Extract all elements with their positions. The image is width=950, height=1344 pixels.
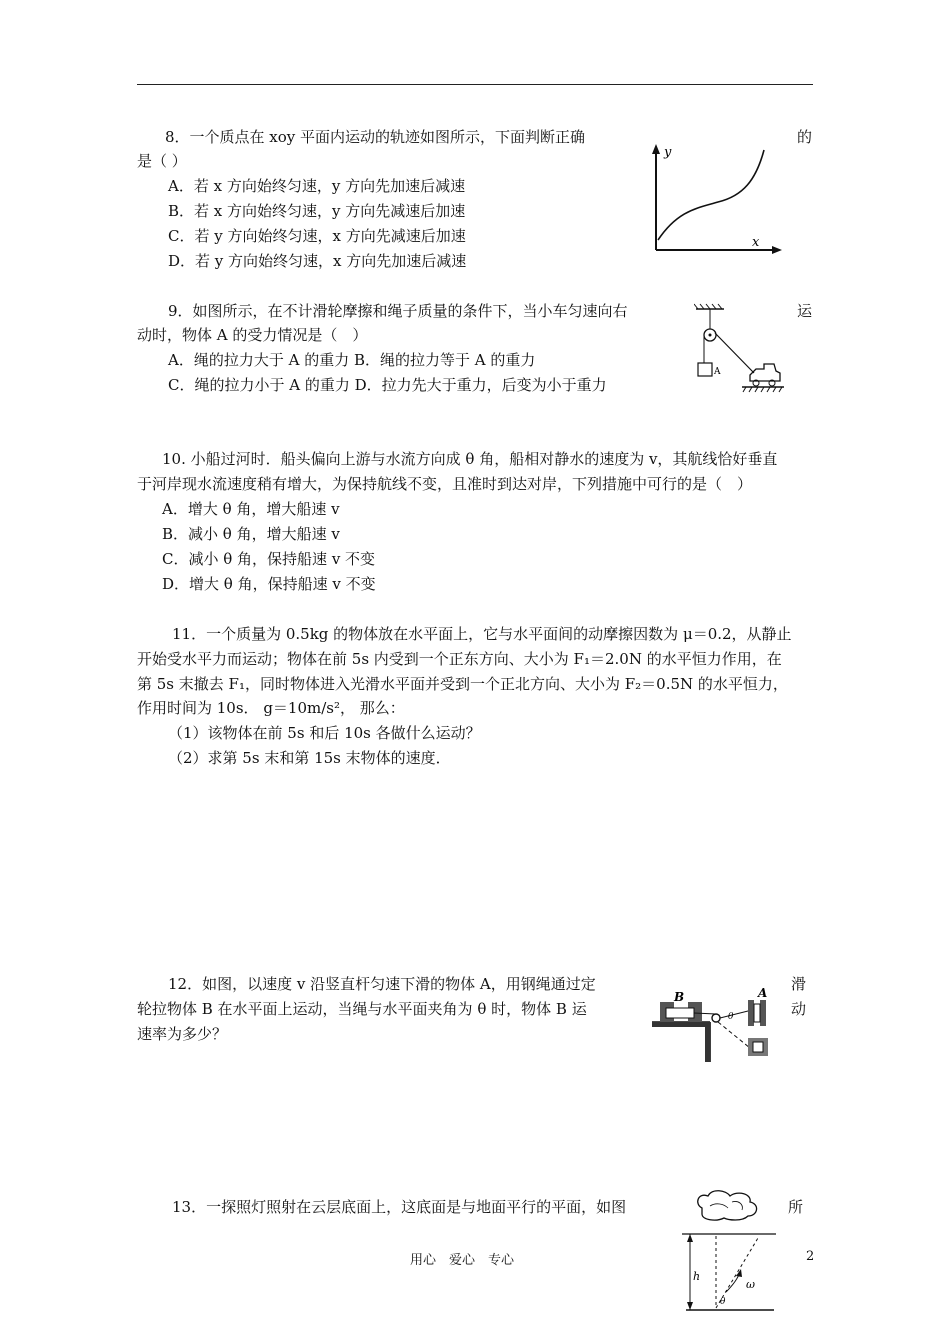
- q11-line1: 11．一个质量为 0.5kg 的物体放在水平面上，它与水平面间的动摩擦因数为 μ＝0.2，从静止: [172, 625, 792, 643]
- q12-line1: 12．如图，以速度 v 沿竖直杆匀速下滑的物体 A，用钢绳通过定: [168, 975, 596, 993]
- q9-fig-a-label: A: [714, 367, 721, 377]
- q11-line3: 第 5s 末撤去 F₁，同时物体进入光滑水平面并受到一个正北方向、大小为 F₂＝0.5N 的水平恒力，: [137, 675, 788, 693]
- q8-stem-tail: 的: [797, 128, 813, 146]
- q13-line1: 13．一探照灯照射在云层底面上，这底面是与地面平行的平面，如图: [172, 1198, 627, 1216]
- q12-line3: 速率为多少？: [137, 1025, 228, 1043]
- q12-fig-theta-label: θ: [728, 1012, 734, 1022]
- q8-stem-line2: 是（ ）: [137, 152, 187, 170]
- q13-fig-theta-label: θ: [720, 1297, 726, 1307]
- q13-fig-h-label: h: [693, 1270, 701, 1283]
- q11-sub1: （1）该物体在前 5s 和后 10s 各做什么运动？: [168, 724, 481, 742]
- q8-option-c: C．若 y 方向始终匀速，x 方向先减速后加速: [168, 227, 466, 245]
- page-footer-motto: 用心 爱心 专心: [410, 1253, 515, 1268]
- q9-options-row1: A．绳的拉力大于 A 的重力 B．绳的拉力等于 A 的重力: [168, 351, 536, 369]
- q8-fig-x-label: x: [752, 235, 760, 250]
- q10-option-c: C．减小 θ 角，保持船速 v 不变: [162, 550, 376, 568]
- q11-line4: 作用时间为 10s． g＝10m/s²， 那么：: [137, 699, 405, 717]
- q9-stem-line1: 9．如图所示，在不计滑轮摩擦和绳子质量的条件下，当小车匀速向右: [168, 302, 628, 320]
- q10-option-b: B．减小 θ 角，增大船速 v: [162, 525, 340, 543]
- q10-option-a: A．增大 θ 角，增大船速 v: [162, 500, 340, 518]
- header-rule: [137, 84, 813, 85]
- q8-trajectory-figure: [648, 140, 786, 260]
- q12-line2: 轮拉物体 B 在水平面上运动，当绳与水平面夹角为 θ 时，物体 B 运: [137, 1000, 587, 1018]
- q9-options-row2: C．绳的拉力小于 A 的重力 D．拉力先大于重力，后变为小于重力: [168, 376, 607, 394]
- q12-pulley-figure: [652, 986, 780, 1064]
- q13-searchlight-figure: [676, 1188, 778, 1314]
- q11-line2: 开始受水平力而运动；物体在前 5s 内受到一个正东方向、大小为 F₁＝2.0N 的水平恒力作用，在: [137, 650, 782, 668]
- q9-stem-tail: 运: [797, 302, 813, 320]
- q13-tail1: 所: [788, 1198, 804, 1216]
- q8-option-a: A．若 x 方向始终匀速，y 方向先加速后减速: [168, 177, 466, 195]
- q10-stem-line2: 于河岸现水流速度稍有增大，为保持航线不变，且准时到达对岸，下列措施中可行的是（ ）: [137, 475, 753, 493]
- q8-option-b: B．若 x 方向始终匀速，y 方向先减速后加速: [168, 202, 466, 220]
- q10-stem-line1: 10. 小船过河时．船头偏向上游与水流方向成 θ 角，船相对静水的速度为 v，其航线恰好垂直: [162, 450, 778, 468]
- q8-fig-y-label: y: [664, 145, 672, 160]
- q12-fig-a-label: A: [758, 986, 768, 1000]
- q10-option-d: D．增大 θ 角，保持船速 v 不变: [162, 575, 376, 593]
- q12-fig-b-label: B: [674, 990, 685, 1004]
- q12-tail2: 动: [791, 1000, 807, 1018]
- q13-fig-omega-label: ω: [746, 1278, 755, 1291]
- page-number: 2: [806, 1249, 815, 1264]
- q8-option-d: D．若 y 方向始终匀速，x 方向先加速后减速: [168, 252, 467, 270]
- q12-tail1: 滑: [791, 975, 807, 993]
- q8-stem-line1: 8．一个质点在 xoy 平面内运动的轨迹如图所示，下面判断正确: [165, 128, 586, 146]
- q9-pulley-cart-figure: [694, 303, 786, 395]
- q11-sub2: （2）求第 5s 末和第 15s 末物体的速度．: [168, 749, 451, 767]
- q9-stem-line2: 动时，物体 A 的受力情况是（ ）: [137, 326, 368, 344]
